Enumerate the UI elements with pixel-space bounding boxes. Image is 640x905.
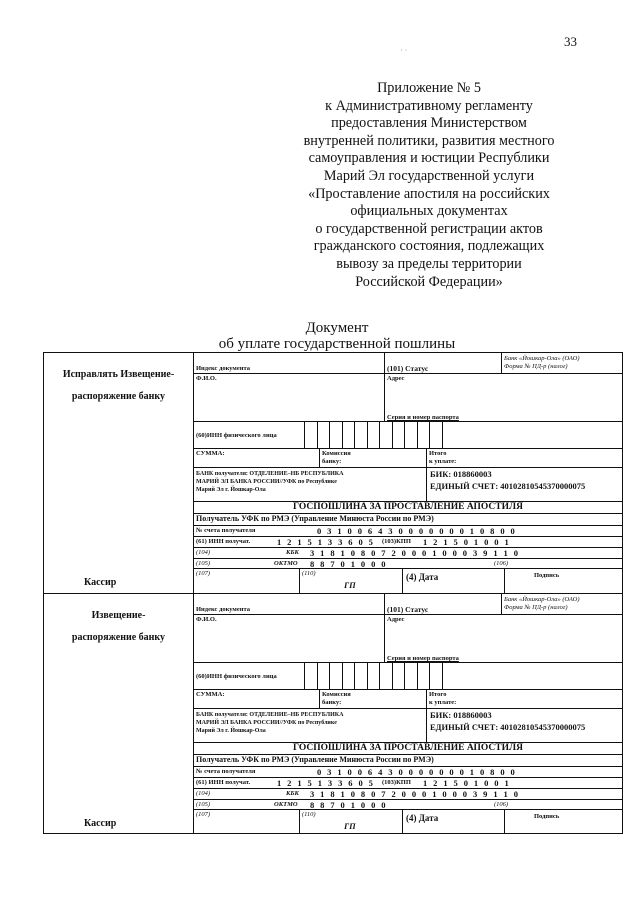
digit-cell: 0: [510, 526, 515, 536]
cashier-label: Кассир: [84, 577, 117, 588]
passport-label: Серия и номер паспорта: [387, 414, 459, 421]
single-account: ЕДИНЫЙ СЧЕТ: 40102810545370000075: [430, 481, 586, 491]
digit-cell: 0: [418, 526, 424, 536]
kpp-digits: [420, 778, 512, 788]
digit-cell: 0: [463, 537, 468, 547]
inn-recipient-label: (61) ИНН получат.: [196, 779, 251, 786]
kpp-digits: [420, 537, 512, 547]
field-105: (105): [196, 801, 211, 808]
digit-cell: 8: [330, 548, 335, 558]
slip-receipt: [44, 594, 622, 833]
address-label: Адрес: [387, 616, 405, 623]
inn-recipient-digits: [274, 537, 376, 547]
digit-cell: 1: [493, 548, 498, 558]
digit-cell: 2: [433, 778, 438, 788]
digit-cell: 0: [347, 767, 352, 777]
digit-cell: 1: [469, 526, 475, 536]
recipient-name: Получатель УФК по РМЭ (Управление Минюста России по РМЭ): [196, 514, 434, 523]
account-digits: [314, 526, 518, 536]
digit-cell: 0: [381, 559, 386, 569]
digit-cell: 0: [340, 800, 345, 810]
sum-label: СУММА:: [196, 691, 225, 698]
digit-cell: 0: [513, 789, 518, 799]
digit-cell: 1: [337, 526, 342, 536]
digit-cell: 0: [442, 789, 447, 799]
inn-person-cells: [304, 662, 454, 689]
digit-cell: 3: [327, 778, 333, 788]
field-106: (106): [494, 560, 509, 567]
digit-cell: 1: [422, 778, 428, 788]
digit-cell: 0: [398, 526, 403, 536]
digit-cell: 0: [510, 767, 515, 777]
field-110: (110): [302, 570, 316, 577]
digit-cell: 0: [401, 548, 406, 558]
digit-cell: 0: [452, 548, 457, 558]
digit-cell: 0: [484, 537, 489, 547]
digit-cell: 0: [371, 800, 376, 810]
digit-cell: 8: [309, 800, 315, 810]
digit-cell: 0: [459, 526, 464, 536]
digit-cell: 6: [348, 778, 353, 788]
digit-cell: 1: [320, 548, 325, 558]
digit-cell: 1: [297, 537, 302, 547]
digit-cell: 0: [360, 559, 366, 569]
status-label: (101) Статус: [387, 364, 429, 373]
kbk-digits: [307, 789, 521, 799]
digit-cell: 2: [287, 537, 292, 547]
digit-cell: 3: [472, 548, 478, 558]
digit-cell: 8: [360, 548, 366, 558]
signature-label: Подпись: [534, 572, 560, 579]
recipient-bank: БАНК получателя: ОТДЕЛЕНИЕ–НБ РЕСПУБЛИКА МАРИЙ ЭЛ БАНКА РОССИИ//УФК по Республике Марий Эл г. Йошкар-Ола: [196, 712, 344, 734]
digit-cell: 0: [358, 537, 363, 547]
digit-cell: 2: [391, 548, 396, 558]
slip-heading: Извещение- распоряжение банку: [71, 610, 166, 643]
digit-cell: 0: [429, 526, 434, 536]
account-digits: [314, 767, 518, 777]
field-106: (106): [494, 801, 509, 808]
bank-form-note: Банк «Йошкар-Ола» (ОАО) Форма № ПД-р (налог): [504, 355, 580, 370]
digit-cell: 0: [422, 548, 427, 558]
digit-cell: 0: [439, 767, 444, 777]
digit-cell: 0: [484, 778, 489, 788]
digit-cell: 8: [490, 526, 495, 536]
commission-label: Комиссия банку:: [322, 450, 351, 465]
slip-notice: [44, 353, 622, 594]
digit-cell: 3: [309, 548, 315, 558]
total-label: Итого к уплате:: [429, 450, 457, 465]
digit-cell: 5: [453, 778, 458, 788]
digit-cell: 3: [327, 526, 332, 536]
digit-cell: 0: [500, 767, 505, 777]
digit-cell: 0: [357, 526, 362, 536]
digit-cell: 0: [401, 789, 406, 799]
slip-left-column: [44, 353, 194, 593]
digit-cell: 7: [330, 800, 335, 810]
digit-cell: 5: [368, 537, 373, 547]
digit-cell: 0: [371, 789, 376, 799]
digit-cell: 0: [408, 767, 413, 777]
digit-cell: 0: [316, 767, 322, 777]
inn-recipient-digits: [274, 778, 376, 788]
digit-cell: 0: [479, 526, 485, 536]
digit-cell: 7: [330, 559, 335, 569]
digit-cell: 3: [309, 789, 315, 799]
kbk-digits: [307, 548, 521, 558]
digit-cell: 1: [493, 789, 498, 799]
oktmo-digits: [307, 800, 389, 810]
inn-person-cells: [304, 421, 454, 448]
digit-cell: 0: [371, 559, 376, 569]
digit-cell: 1: [473, 537, 479, 547]
digit-cell: 3: [338, 778, 343, 788]
bik: БИК: 018860003: [430, 469, 492, 479]
digit-cell: 6: [348, 537, 353, 547]
cashier-label: Кассир: [84, 818, 117, 829]
digit-cell: 8: [490, 767, 495, 777]
digit-cell: 8: [320, 800, 325, 810]
digit-cell: 1: [504, 537, 509, 547]
account-label: № счета получателя: [196, 768, 256, 775]
field-104: (104): [196, 790, 211, 797]
recipient-name: Получатель УФК по РМЭ (Управление Минюста России по РМЭ): [196, 755, 434, 764]
digit-cell: 9: [483, 789, 488, 799]
kpp-label: (103)КПП: [382, 779, 411, 786]
digit-cell: 0: [494, 537, 499, 547]
digit-cell: 3: [472, 789, 478, 799]
digit-cell: 0: [500, 526, 505, 536]
sum-label: СУММА:: [196, 450, 225, 457]
kbk-label: КБК: [286, 790, 299, 797]
digit-cell: 0: [360, 800, 366, 810]
digit-cell: 0: [350, 789, 355, 799]
payment-title: ГОСПОШЛИНА ЗА ПРОСТАВЛЕНИЕ АПОСТИЛЯ: [293, 502, 523, 512]
doc-index-label: Индекс документа: [196, 365, 251, 372]
digit-cell: 0: [449, 526, 454, 536]
digit-cell: 8: [330, 789, 335, 799]
account-label: № счета получателя: [196, 527, 256, 534]
digit-cell: 3: [388, 526, 393, 536]
passport-label: Серия и номер паспорта: [387, 655, 459, 662]
digit-cell: 2: [287, 778, 292, 788]
single-account: ЕДИНЫЙ СЧЕТ: 40102810545370000075: [430, 722, 586, 732]
digit-cell: 0: [494, 778, 499, 788]
digit-cell: 1: [317, 778, 322, 788]
digit-cell: 1: [320, 789, 325, 799]
digit-cell: 1: [297, 778, 302, 788]
digit-cell: 5: [453, 537, 458, 547]
digit-cell: 0: [398, 767, 403, 777]
kbk-label: КБК: [286, 549, 299, 556]
slip-right-column: [194, 594, 622, 833]
fio-label: Ф.И.О.: [196, 616, 217, 623]
oktmo-label: ОКТМО: [274, 560, 298, 567]
kpp-label: (103)КПП: [382, 538, 411, 545]
digit-cell: 1: [469, 767, 475, 777]
digit-cell: 1: [422, 537, 428, 547]
digit-cell: 6: [367, 767, 373, 777]
digit-cell: 0: [316, 526, 322, 536]
digit-cell: 0: [442, 548, 447, 558]
document-title: Документ об уплате государственной пошлины: [218, 320, 456, 352]
digit-cell: 5: [307, 537, 312, 547]
digit-cell: 8: [320, 559, 325, 569]
digit-cell: 0: [411, 548, 417, 558]
digit-cell: 1: [503, 548, 508, 558]
digit-cell: 0: [357, 767, 362, 777]
digit-cell: 9: [483, 548, 488, 558]
digit-cell: 1: [473, 778, 479, 788]
digit-cell: 0: [452, 789, 457, 799]
bik: БИК: 018860003: [430, 710, 492, 720]
digit-cell: 3: [327, 767, 332, 777]
digit-cell: 3: [388, 767, 393, 777]
digit-cell: 1: [340, 548, 345, 558]
field-105: (105): [196, 560, 211, 567]
address-label: Адрес: [387, 375, 405, 382]
digit-cell: 0: [449, 767, 454, 777]
digit-cell: 7: [381, 548, 386, 558]
scan-mark: · ·: [400, 46, 408, 55]
digit-cell: 1: [276, 537, 282, 547]
digit-cell: 0: [459, 767, 464, 777]
date-label: (4) Дата: [406, 572, 439, 582]
digit-cell: 0: [411, 789, 417, 799]
digit-cell: 1: [503, 789, 508, 799]
field-104: (104): [196, 549, 211, 556]
digit-cell: 0: [479, 767, 485, 777]
status-label: (101) Статус: [387, 605, 429, 614]
field-110: (110): [302, 811, 316, 818]
digit-cell: 0: [513, 548, 518, 558]
digit-cell: 1: [443, 778, 448, 788]
digit-cell: 2: [391, 789, 396, 799]
field-107: (107): [196, 570, 211, 577]
slip-left-column: [44, 594, 194, 833]
digit-cell: 3: [338, 537, 343, 547]
commission-label: Комиссия банку:: [322, 691, 351, 706]
appendix-header: Приложение № 5 к Административному регламенту предоставления Министерством внутренней политики, развития местного самоуправления и юстиции Республики Марий Эл государственной услуги «Проставление апостиля на российских официальных документах о государственной регистрации актов гражданского состояния, подлежащих вывозу за пределы территории Российской Федерации»: [303, 80, 555, 290]
digit-cell: 0: [381, 800, 386, 810]
digit-cell: 6: [367, 526, 373, 536]
gp-label: ГП: [344, 821, 356, 831]
signature-label: Подпись: [534, 813, 560, 820]
date-label: (4) Дата: [406, 813, 439, 823]
digit-cell: 0: [358, 778, 363, 788]
digit-cell: 0: [439, 526, 444, 536]
digit-cell: 0: [350, 548, 355, 558]
digit-cell: 1: [340, 789, 345, 799]
digit-cell: 0: [462, 548, 468, 558]
digit-cell: 5: [307, 778, 312, 788]
digit-cell: 0: [408, 526, 413, 536]
digit-cell: 1: [337, 767, 342, 777]
digit-cell: 1: [432, 548, 437, 558]
digit-cell: 2: [433, 537, 438, 547]
digit-cell: 0: [371, 548, 376, 558]
inn-person-label: (60)ИНН физического лица: [196, 673, 277, 680]
digit-cell: 1: [350, 559, 355, 569]
oktmo-digits: [307, 559, 389, 569]
digit-cell: 0: [463, 778, 468, 788]
digit-cell: 1: [276, 778, 282, 788]
digit-cell: 8: [360, 789, 366, 799]
digit-cell: 7: [381, 789, 386, 799]
slip-heading: Исправлять Извещение- распоряжение банку: [62, 369, 175, 402]
page-number: 33: [564, 34, 577, 49]
digit-cell: 5: [368, 778, 373, 788]
payment-title: ГОСПОШЛИНА ЗА ПРОСТАВЛЕНИЕ АПОСТИЛЯ: [293, 743, 523, 753]
digit-cell: 3: [327, 537, 333, 547]
inn-person-label: (60)ИНН физического лица: [196, 432, 277, 439]
fio-label: Ф.И.О.: [196, 375, 217, 382]
gp-label: ГП: [344, 580, 356, 590]
total-label: Итого к уплате:: [429, 691, 457, 706]
digit-cell: 1: [504, 778, 509, 788]
inn-recipient-label: (61) ИНН получат.: [196, 538, 251, 545]
digit-cell: 0: [418, 767, 424, 777]
digit-cell: 0: [340, 559, 345, 569]
digit-cell: 4: [378, 767, 383, 777]
doc-index-label: Индекс документа: [196, 606, 251, 613]
oktmo-label: ОКТМО: [274, 801, 298, 808]
bank-form-note: Банк «Йошкар-Ола» (ОАО) Форма № ПД-р (налог): [504, 596, 580, 611]
digit-cell: 1: [443, 537, 448, 547]
digit-cell: 1: [350, 800, 355, 810]
digit-cell: 0: [462, 789, 468, 799]
payment-form: [43, 352, 623, 834]
digit-cell: 1: [432, 789, 437, 799]
digit-cell: 0: [429, 767, 434, 777]
recipient-bank: БАНК получателя: ОТДЕЛЕНИЕ–НБ РЕСПУБЛИКА МАРИЙ ЭЛ БАНКА РОССИИ//УФК по Республике Марий Эл г. Йошкар-Ола: [196, 471, 344, 493]
digit-cell: 0: [422, 789, 427, 799]
digit-cell: 8: [309, 559, 315, 569]
digit-cell: 1: [317, 537, 322, 547]
digit-cell: 0: [347, 526, 352, 536]
slip-right-column: [194, 353, 622, 593]
digit-cell: 4: [378, 526, 383, 536]
field-107: (107): [196, 811, 211, 818]
